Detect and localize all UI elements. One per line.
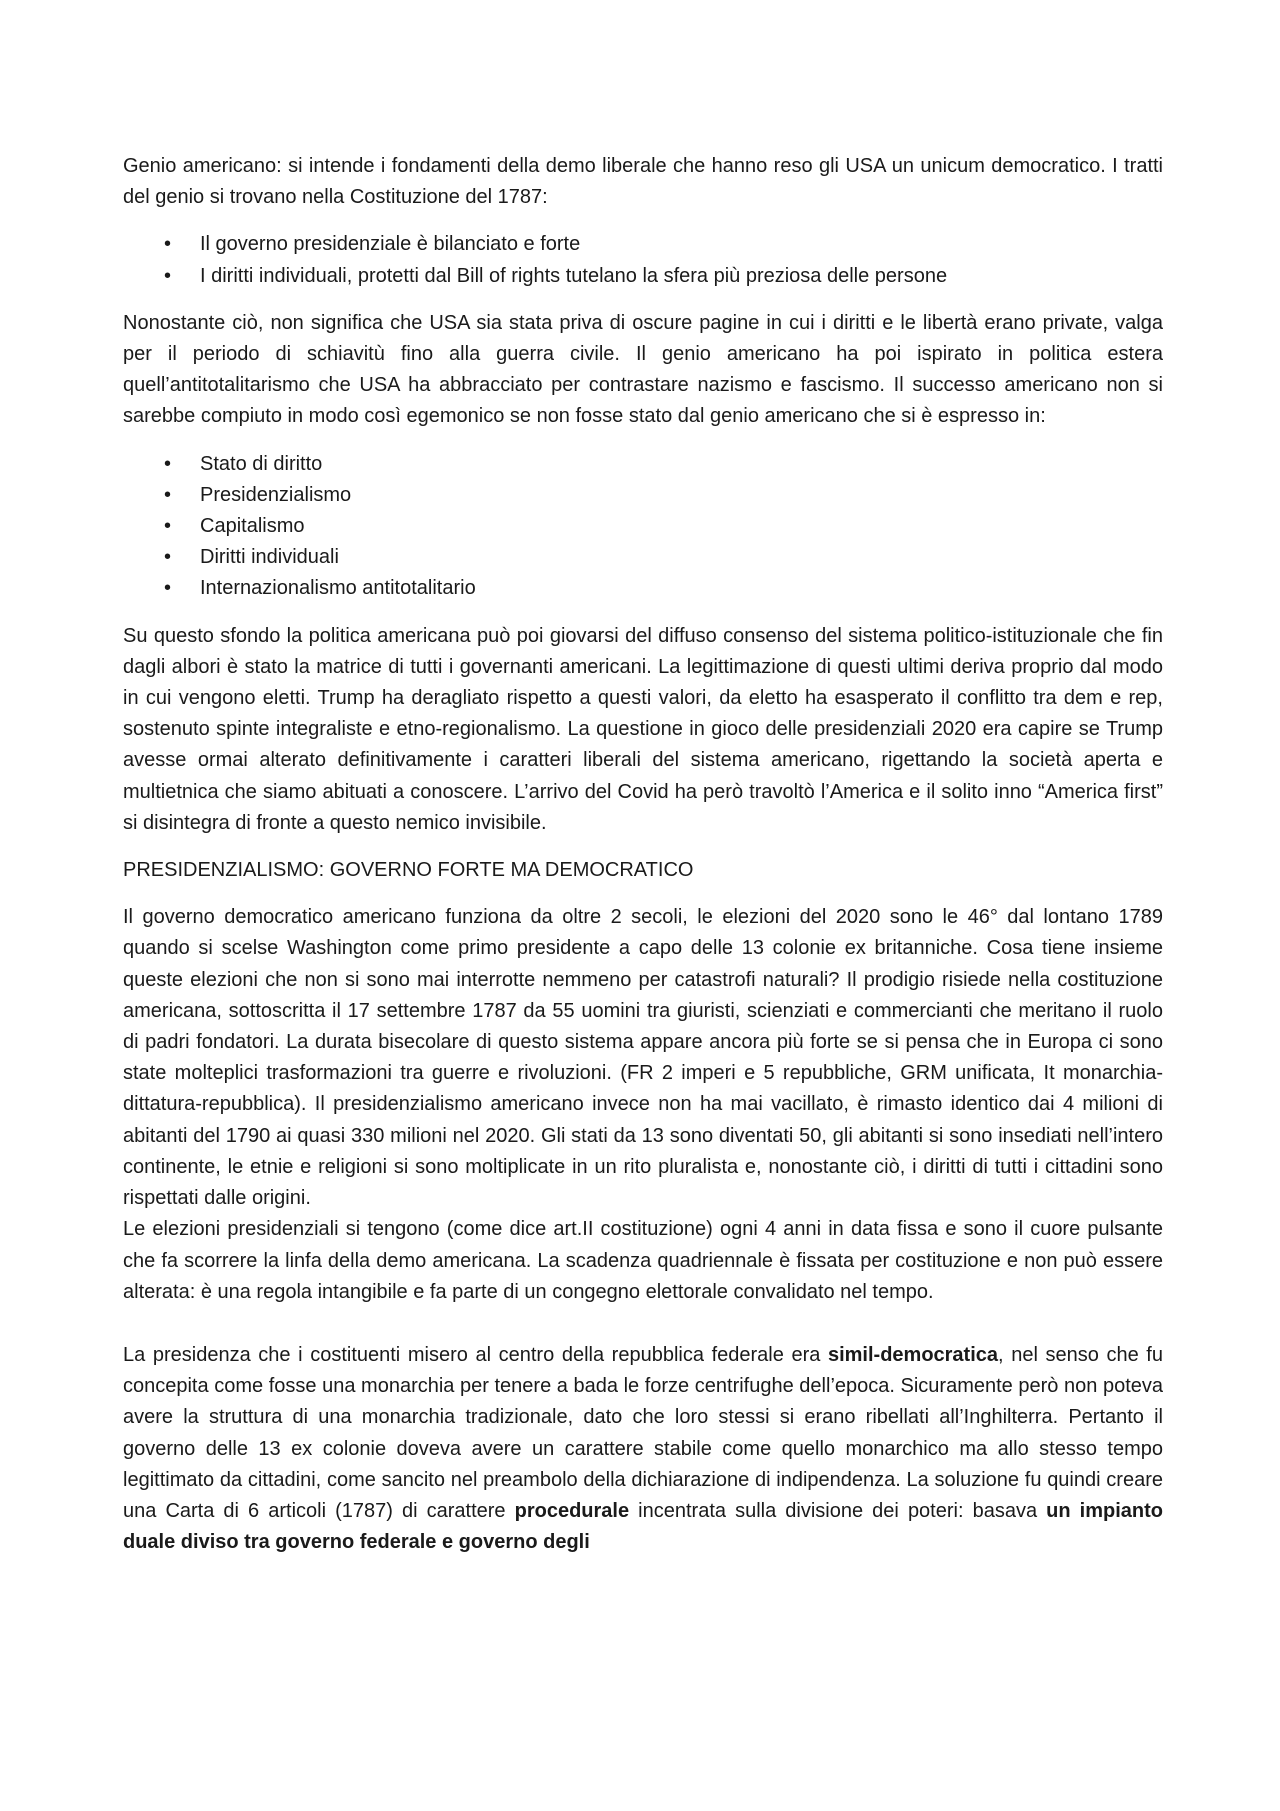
spacer <box>123 1324 1163 1340</box>
bullet-icon: • <box>164 515 172 538</box>
list-item: • Il governo presidenziale è bilanciato e forte <box>123 229 1163 260</box>
list-item: • I diritti individuali, protetti dal Bill of rights tutelano la sfera più preziosa delle persone <box>123 261 1163 292</box>
bold-term: procedurale <box>514 1499 630 1522</box>
list-item: • Capitalismo <box>123 511 1163 542</box>
list-item: • Internazionalismo antitotalitario <box>123 573 1163 604</box>
bullet-icon: • <box>164 577 172 600</box>
bullet-icon: • <box>164 483 172 506</box>
body-paragraph: Il governo democratico americano funziona da oltre 2 secoli, le elezioni del 2020 sono le 46° dal lontano 1789 quando si scelse Washington come primo presidente a capo delle 13 colonie ex britanniche. Cosa tiene insieme queste elezioni che non si sono mai interrotte nemmeno per catastrofi naturali? Il prodigio risiede nella costituzione americana, sottoscritta il 17 settembre 1787 da 55 uomini tra giuristi, scienziati e commercianti che meritano il ruolo di padri fondatori. La durata bisecolare di questo sistema appare ancora più forte se si pensa che in Europa ci sono state molteplici trasformazioni tra guerre e rivoluzioni. (FR 2 imperi e 5 repubbliche, GRM unificata, It monarchia-dittatura-repubblica). Il presidenzialismo americano invece non ha mai vacillato, è rimasto identico dai 4 milioni di abitanti del 1790 ai quasi 330 milioni nel 2020. Gli stati da 13 sono diventati 50, gli abitanti si sono insediati nell’intero continente, le etnie e religioni si sono moltiplicate in un rito pluralista e, nonostante ciò, i diritti di tutti i cittadini sono rispettati dalle origini. <box>123 906 1163 1210</box>
body-paragraph: Le elezioni presidenziali si tengono (come dice art.II costituzione) ogni 4 anni in data fissa e sono il cuore pulsante che fa scorrere la linfa della demo americana. La scadenza quadriennale è fissata per costituzione e non può essere alterata: è una regola intangibile e fa parte di un congegno elettorale convalidato nel tempo. <box>123 1218 1163 1303</box>
list-item: • Presidenzialismo <box>123 480 1163 511</box>
bold-term: simil-democratica <box>827 1343 999 1366</box>
list-item: • Diritti individuali <box>123 542 1163 573</box>
intro-paragraph: Genio americano: si intende i fondamenti della demo liberale che hanno reso gli USA un unicum democratico. I tratti del genio si trovano nella Costituzione del 1787: <box>123 155 1163 209</box>
section-heading: PRESIDENZIALISMO: GOVERNO FORTE MA DEMOCRATICO <box>123 859 694 882</box>
bullet-icon: • <box>164 233 172 256</box>
genius-expressions-list <box>123 449 1163 605</box>
body-paragraph: Su questo sfondo la politica americana può poi giovarsi del diffuso consenso del sistema politico-istituzionale che fin dagli albori è stato la matrice di tutti i governanti americani. La legittimazione di questi ultimi deriva proprio dal modo in cui vengono eletti. Trump ha deragliato rispetto a questi valori, da eletto ha esasperato il conflitto tra dem e rep, sostenuto spinte integraliste e etno-regionalismo. La questione in gioco delle presidenziali 2020 era capire se Trump avesse ormai alterato definitivamente i caratteri liberali del sistema americano, rigettando la società aperta e multietnica che siamo abituati a conoscere. L’arrivo del Covid ha però travoltò l’America e il solito inno “America first” si disintegra di fronte a questo nemico invisibile. <box>123 624 1163 834</box>
bold-term: un impianto duale diviso tra governo federale e governo degli <box>123 1499 1163 1554</box>
genius-traits-list <box>123 229 1163 291</box>
body-paragraph: La presidenza che i costituenti misero al centro della repubblica federale era simil-democratica, nel senso che fu concepita come fosse una monarchia per tenere a bada le forze centrifughe dell’epoca. Sicuramente però non poteva avere la struttura di una monarchia tradizionale, dato che loro stessi si erano ribellati all’Inghilterra. Pertanto il governo delle 13 ex colonie doveva avere un carattere stabile come quello monarchico ma allo stesso tempo legittimato da cittadini, come sancito nel preambolo della dichiarazione di indipendenza. La soluzione fu quindi creare una Carta di 6 articoli (1787) di carattere procedurale incentrata sulla divisione dei poteri: basava un impianto duale diviso tra governo federale e governo degli <box>123 1343 1163 1554</box>
bullet-icon: • <box>164 264 172 287</box>
body-paragraph: Nonostante ciò, non significa che USA sia stata priva di oscure pagine in cui i diritti e le libertà erano private, valga per il periodo di schiavitù fino alla guerra civile. Il genio americano ha poi ispirato in politica estera quell’antitotalitarismo che USA ha abbracciato per contrastare nazismo e fascismo. Il successo americano non si sarebbe compiuto in modo così egemonico se non fosse stato dal genio americano che si è espresso in: <box>123 311 1163 428</box>
document-body <box>123 151 1163 1574</box>
bullet-icon: • <box>164 452 172 475</box>
list-item: • Stato di diritto <box>123 449 1163 480</box>
bullet-icon: • <box>164 546 172 569</box>
